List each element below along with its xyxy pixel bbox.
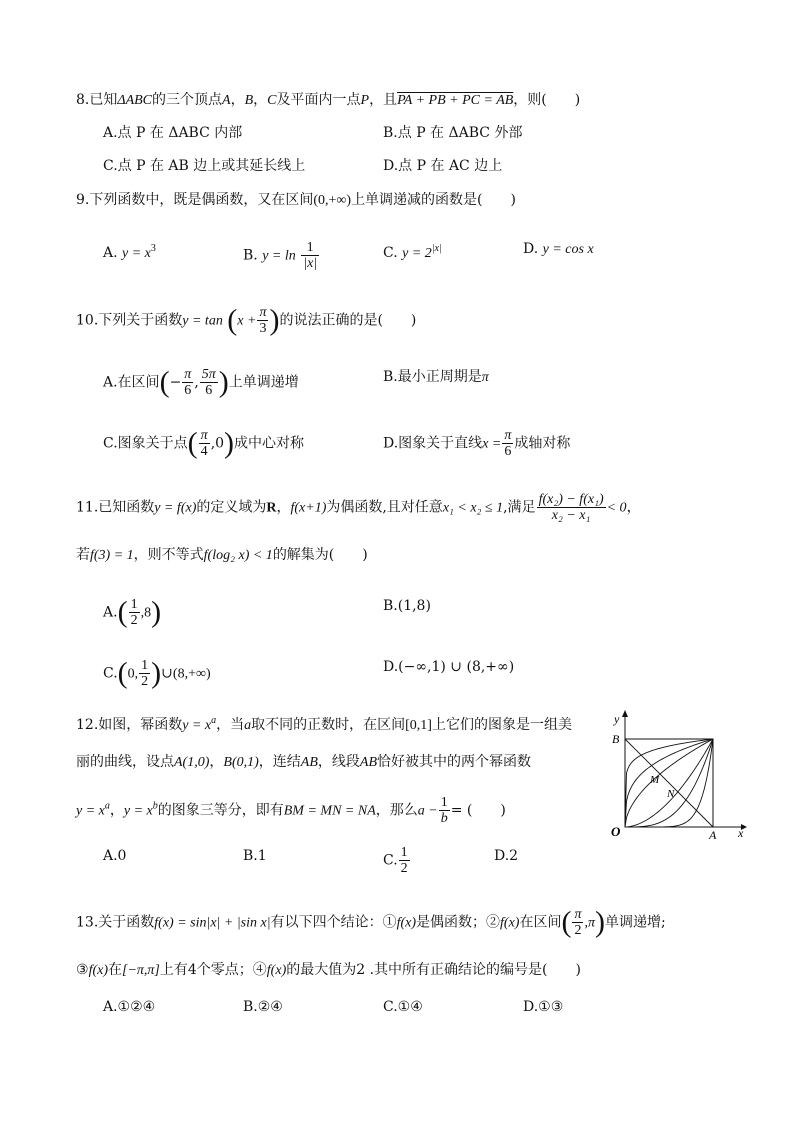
q13-option-a: A.①②④ <box>103 999 156 1015</box>
q9-option-a: A. $y = x^3$ <box>103 243 156 261</box>
q10-stem: 10.下列关于函数y = tan (x + $\frac{\pi}{3}$ )的说法正确的是( ) <box>76 303 417 337</box>
q8-option-c: C.点 P 在 AB 边上或其延长线上 <box>103 158 306 174</box>
q11-stem-line2: 若f(3) = 1，则不等式f(log₂ x) < 1的解集为( ) <box>76 547 368 563</box>
q10-option-a: A.在区间(− $\frac{\pi}{6}$ , $\frac{5\pi}{6}$ )上单调递增 <box>103 365 299 399</box>
q12-option-c: C. $\frac{1}{2}$ <box>383 845 408 876</box>
q12-option-a: A.0 <box>103 848 127 864</box>
power-function-figure <box>605 705 750 840</box>
point-n-label: N <box>667 788 675 800</box>
vector-equation: PA + PB + PC = AB <box>397 93 514 108</box>
q12-stem-line1: 12.如图，幂函数$y = x^a$，当a取不同的正数时，在区间[0,1]上它们的图象是一组美 <box>76 715 572 733</box>
q9-stem: 9.下列函数中，既是偶函数，又在区间(0,+∞)上单调递减的函数是( ) <box>76 192 516 208</box>
q8-option-a: A.点 P 在 ΔABC 内部 <box>103 125 243 141</box>
q11-stem-line1: 11.已知函数y = f(x)的定义域为R，f(x+1)为偶函数,且对任意x₁ < x₂ ≤ 1,满足 $\frac{\text{f(x₂) − f(x₁)}}{\text{x₂ − x₁}}$ < 0， <box>76 492 641 523</box>
q13-stem-line1: 13.关于函数f(x) = sin|x| + |sin x|有以下四个结论：①f(x)是偶函数；②f(x)在区间( $\frac{\pi}{2}$ ,π)单调递增; <box>76 905 666 939</box>
q13-option-c: C.①④ <box>383 999 423 1015</box>
q9-option-c: C. $y = 2^{|x|}$ <box>383 243 442 261</box>
q10-option-b: B.最小正周期是π <box>383 369 489 385</box>
q12-option-d: D.2 <box>494 848 519 864</box>
q8-option-b: B.点 P 在 ΔABC 外部 <box>383 125 523 141</box>
q11-option-d: D.(−∞,1) ∪ (8,+∞) <box>383 659 515 675</box>
q9-option-d: D. y = cos x <box>523 241 594 257</box>
segment-ab <box>625 739 713 827</box>
q10-option-c: C.图象关于点( $\frac{\pi}{4}$ ,0)成中心对称 <box>103 426 305 460</box>
q11-option-a: A.( $\frac{1}{2}$ ,8) <box>103 595 162 629</box>
q11-option-b: B.(1,8) <box>383 598 431 614</box>
q12-stem-line3: $y = x^a$，$y = x^b$的图象三等分，即有BM = MN = NA，那么a − $\frac{1}{b}$ = ( ) <box>76 795 506 826</box>
fraction: $\frac{1}{|x|}$ <box>303 240 318 271</box>
q11-option-c: C.(0, $\frac{1}{2}$ )∪(8,+∞) <box>103 656 211 690</box>
q13-option-b: B.②④ <box>243 999 283 1015</box>
q9-option-b: B. y = ln $\frac{1}{|x|}$ <box>243 240 318 271</box>
q8-option-d: D.点 P 在 AC 边上 <box>383 158 503 174</box>
q12-option-b: B.1 <box>243 848 267 864</box>
point-m-label: M <box>650 774 660 786</box>
q13-option-d: D.①③ <box>523 999 564 1015</box>
axis-label-y: y <box>614 712 620 726</box>
point-a-label: A <box>709 828 717 840</box>
q12-stem-line2: 丽的曲线，设点A(1,0)，B(0,1)，连结AB，线段AB恰好被其中的两个幂函数 <box>76 754 531 770</box>
fraction: $\frac{\text{f(x₂) − f(x₁)}}{\text{x₂ − x₁}}$ <box>538 492 604 523</box>
point-b-label: B <box>612 732 620 746</box>
q8-stem: 8.已知ΔABC的三个顶点A，B，C及平面内一点P，且PA + PB + PC = AB，则( ) <box>76 92 581 108</box>
origin-label: O <box>611 824 621 839</box>
y-axis-arrow-icon <box>622 710 628 717</box>
q10-option-d: D.图象关于直线x = $\frac{\pi}{6}$ 成轴对称 <box>383 428 571 459</box>
q13-stem-line2: ③f(x)在[−π,π]上有4个零点；④f(x)的最大值为2 .其中所有正确结论的编号是( ) <box>76 962 581 978</box>
axis-label-x: x <box>738 826 744 840</box>
